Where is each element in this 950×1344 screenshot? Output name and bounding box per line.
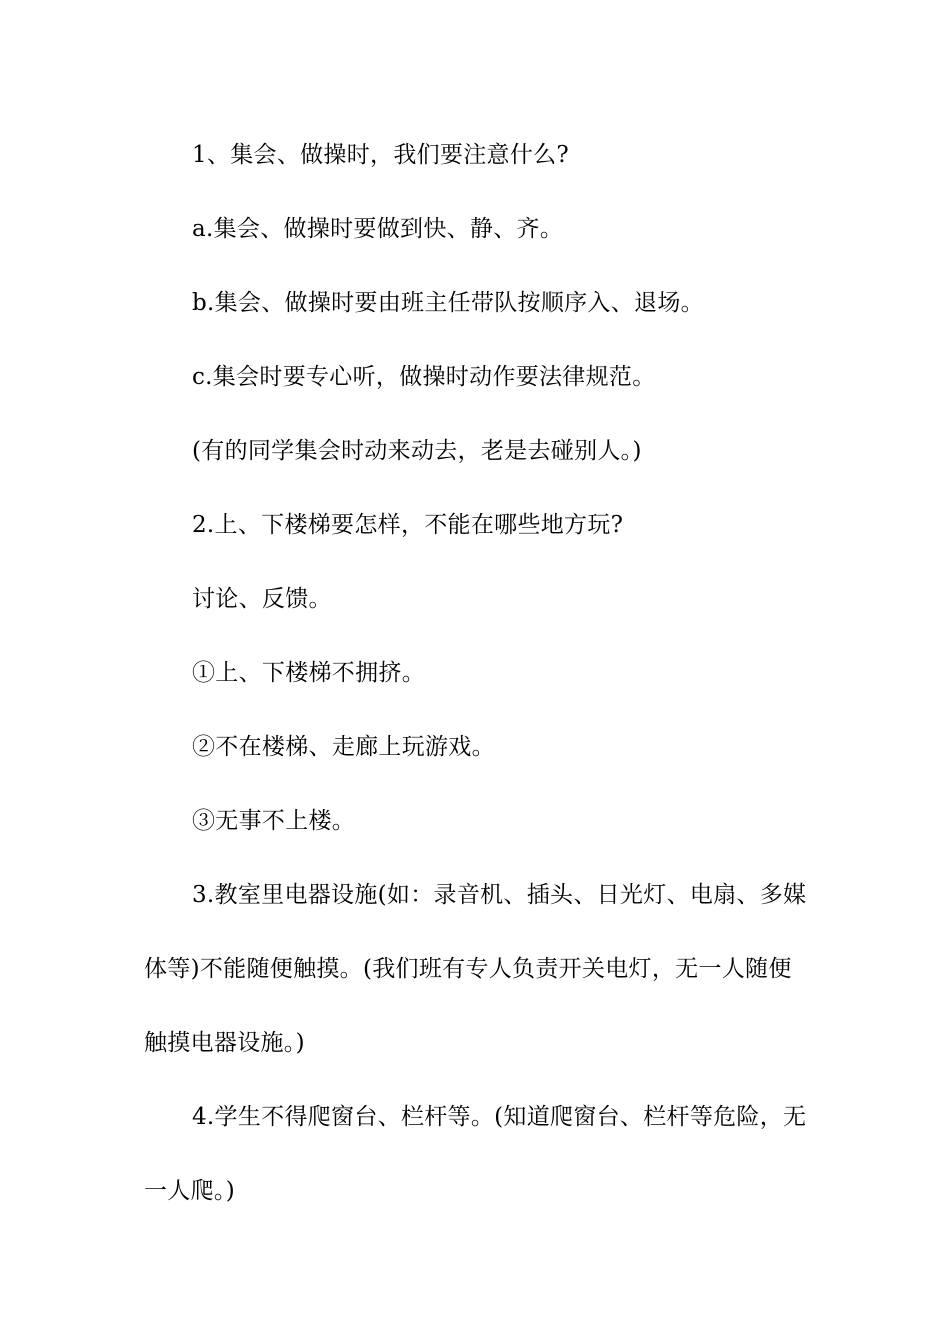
paragraph-10: ③无事不上楼。: [192, 808, 356, 834]
paragraph-5: (有的同学集会时动来动去，老是去碰别人。): [192, 438, 642, 464]
paragraph-6: 2.上、下楼梯要怎样，不能在哪些地方玩?: [192, 512, 624, 538]
paragraph-1: 1、集会、做操时，我们要注意什么?: [192, 142, 570, 168]
paragraph-2: a.集会、做操时要做到快、静、齐。: [192, 216, 564, 242]
paragraph-12: 4.学生不得爬窗台、栏杆等。(知道爬窗台、栏杆等危险，无一人爬。): [144, 1104, 807, 1204]
paragraph-7: 讨论、反馈。: [192, 586, 332, 612]
paragraph-3: b.集会、做操时要由班主任带队按顺序入、退场。: [192, 290, 704, 316]
paragraph-8: ①上、下楼梯不拥挤。: [192, 660, 425, 686]
paragraph-11: 3.教室里电器设施(如：录音机、插头、日光灯、电扇、多媒体等)不能随便触摸。(我们班有专人负责开关电灯，无一人随便触摸电器设施。): [144, 882, 807, 1056]
paragraph-9: ②不在楼梯、走廊上玩游戏。: [192, 734, 495, 760]
document-body: [144, 118, 810, 1228]
paragraph-4: c.集会时要专心听，做操时动作要法律规范。: [192, 364, 656, 390]
